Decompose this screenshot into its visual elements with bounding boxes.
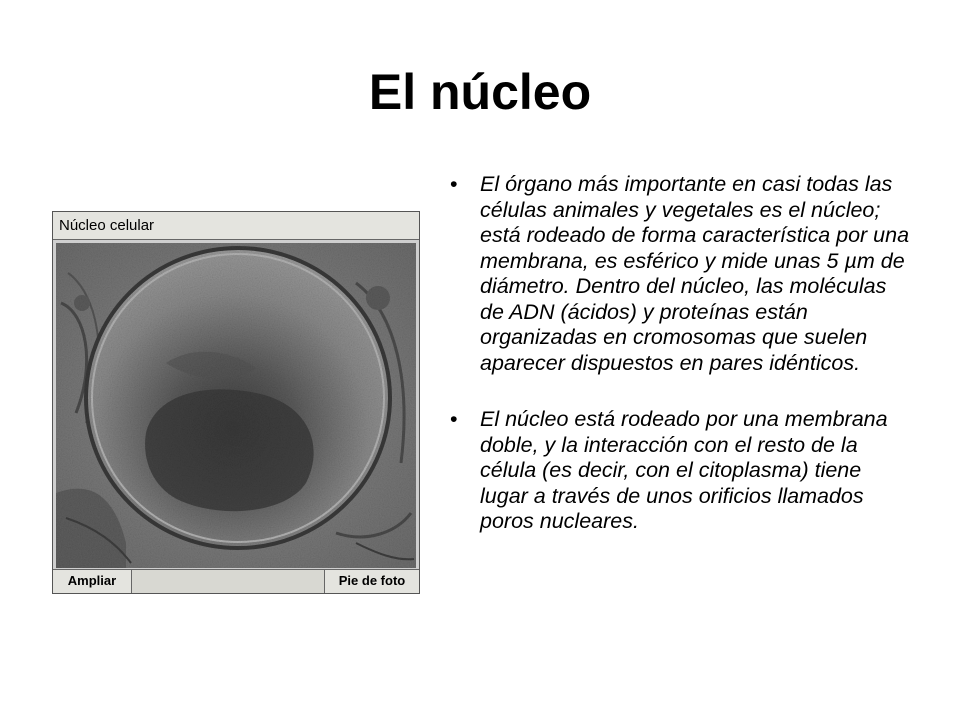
bullet-text: El órgano más importante en casi todas las células animales y vegetales es el núcleo; está rodeado de forma característica por una membrana, es esférico y mide unas 5 µm de diámetro. Dentro del núcleo, las moléculas de ADN (ácidos) y proteínas están organizadas en cromosomas que suelen aparecer dispuestos en pares idénticos. (480, 172, 910, 375)
bullet-item (440, 172, 910, 376)
bullet-dot-icon: • (450, 407, 458, 431)
caption-button[interactable]: Pie de foto (324, 570, 419, 593)
bullet-list (440, 172, 910, 566)
viewer-title: Núcleo celular (53, 212, 419, 240)
bullet-dot-icon: • (450, 172, 458, 196)
image-viewer (52, 211, 420, 594)
nucleus-micrograph-image (56, 243, 416, 568)
slide-title: El núcleo (368, 64, 592, 120)
viewer-footer (53, 569, 419, 593)
enlarge-button[interactable]: Ampliar (53, 570, 132, 593)
bullet-text: El núcleo está rodeado por una membrana doble, y la interacción con el resto de la célula (es decir, con el citoplasma) tiene lugar a través de unos orificios llamados poros nucleares. (480, 407, 888, 533)
bullet-item (440, 407, 910, 535)
caption-area (132, 570, 324, 593)
